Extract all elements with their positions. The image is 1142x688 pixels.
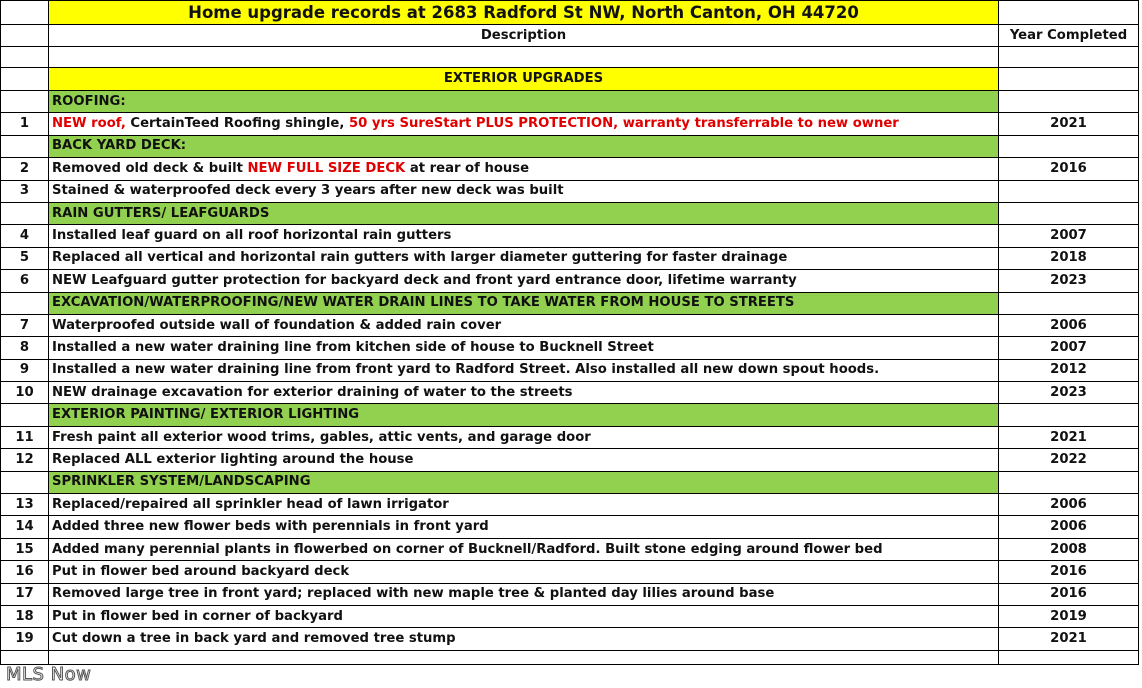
category-row	[1, 471, 1139, 493]
row-year: 2007	[999, 337, 1139, 359]
category-label: BACK YARD DECK:	[49, 135, 999, 157]
row-year: 2021	[999, 113, 1139, 135]
title-num-cell	[1, 1, 49, 25]
row-number: 14	[1, 516, 49, 538]
row-number: 16	[1, 561, 49, 583]
table-row	[1, 561, 1139, 583]
category-year-cell	[999, 91, 1139, 113]
row-year: 2006	[999, 494, 1139, 516]
table-row	[1, 538, 1139, 560]
table-row	[1, 605, 1139, 627]
row-description	[49, 382, 999, 404]
row-year: 2021	[999, 426, 1139, 448]
row-year: 2022	[999, 449, 1139, 471]
category-row	[1, 292, 1139, 314]
category-num-cell	[1, 202, 49, 224]
description-text: Put in flower bed around backyard deck	[52, 563, 350, 579]
row-number: 7	[1, 314, 49, 336]
row-year: 2016	[999, 583, 1139, 605]
row-description	[49, 314, 999, 336]
row-description	[49, 605, 999, 627]
row-year: 2012	[999, 359, 1139, 381]
row-number: 10	[1, 382, 49, 404]
trailing-cell	[49, 650, 999, 664]
row-description	[49, 337, 999, 359]
row-description	[49, 113, 999, 135]
description-header: Description	[49, 25, 999, 47]
table-row	[1, 382, 1139, 404]
row-year	[999, 180, 1139, 202]
spacer-cell	[49, 47, 999, 68]
category-row	[1, 91, 1139, 113]
description-text: Removed old deck & built	[52, 160, 248, 176]
year-header: Year Completed	[999, 25, 1139, 47]
category-label: SPRINKLER SYSTEM/LANDSCAPING	[49, 471, 999, 493]
row-description	[49, 359, 999, 381]
header-num-cell	[1, 25, 49, 47]
row-description	[49, 158, 999, 180]
section-title: EXTERIOR UPGRADES	[49, 68, 999, 91]
table-row	[1, 314, 1139, 336]
category-row	[1, 135, 1139, 157]
row-description	[49, 180, 999, 202]
category-year-cell	[999, 471, 1139, 493]
trailing-cell	[1, 650, 49, 664]
row-year: 2023	[999, 382, 1139, 404]
row-number: 2	[1, 158, 49, 180]
description-text: Replaced all vertical and horizontal rain gutters with larger diameter guttering for faster drainage	[52, 250, 788, 266]
category-label: RAIN GUTTERS/ LEAFGUARDS	[49, 202, 999, 224]
row-number: 6	[1, 270, 49, 292]
row-number: 4	[1, 225, 49, 247]
row-description	[49, 494, 999, 516]
table-row	[1, 337, 1139, 359]
table-row	[1, 270, 1139, 292]
spacer-cell	[1, 47, 49, 68]
row-description	[49, 538, 999, 560]
trailing-row	[1, 650, 1139, 664]
table-row	[1, 113, 1139, 135]
section-year-cell	[999, 68, 1139, 91]
row-year: 2021	[999, 628, 1139, 650]
section-row	[1, 68, 1139, 91]
description-text: at rear of house	[405, 160, 530, 176]
row-year: 2018	[999, 247, 1139, 269]
row-year: 2023	[999, 270, 1139, 292]
category-label: ROOFING:	[49, 91, 999, 113]
row-description	[49, 270, 999, 292]
row-number: 12	[1, 449, 49, 471]
table-row	[1, 583, 1139, 605]
description-text: NEW drainage excavation for exterior draining of water to the streets	[52, 384, 573, 400]
highlight-text: NEW roof,	[52, 116, 126, 132]
table-row	[1, 516, 1139, 538]
category-label: EXCAVATION/WATERPROOFING/NEW WATER DRAIN LINES TO TAKE WATER FROM HOUSE TO STREETS	[49, 292, 999, 314]
description-text: Fresh paint all exterior wood trims, gables, attic vents, and garage door	[52, 429, 591, 445]
section-num-cell	[1, 68, 49, 91]
mls-watermark: MLS Now	[6, 664, 92, 685]
highlight-text: NEW FULL SIZE DECK	[247, 160, 406, 176]
header-row	[1, 25, 1139, 47]
title-year-cell	[999, 1, 1139, 25]
row-number: 5	[1, 247, 49, 269]
spacer-row	[1, 47, 1139, 68]
table-row	[1, 225, 1139, 247]
row-description	[49, 426, 999, 448]
row-description	[49, 628, 999, 650]
row-description	[49, 225, 999, 247]
description-text: Installed leaf guard on all roof horizontal rain gutters	[52, 228, 452, 244]
category-num-cell	[1, 91, 49, 113]
description-text: Waterproofed outside wall of foundation & added rain cover	[52, 317, 502, 333]
row-year: 2016	[999, 561, 1139, 583]
table-row	[1, 494, 1139, 516]
row-number: 13	[1, 494, 49, 516]
row-year: 2006	[999, 314, 1139, 336]
description-text: Replaced ALL exterior lighting around the house	[52, 451, 414, 467]
category-year-cell	[999, 202, 1139, 224]
description-text: Removed large tree in front yard; replaced with new maple tree & planted day lilies around base	[52, 586, 775, 602]
row-year: 2008	[999, 538, 1139, 560]
description-text: Installed a new water draining line from front yard to Radford Street. Also installed all new down spout hoods.	[52, 362, 880, 378]
row-year: 2016	[999, 158, 1139, 180]
row-number: 1	[1, 113, 49, 135]
category-row	[1, 404, 1139, 426]
row-year: 2019	[999, 605, 1139, 627]
table-row	[1, 180, 1139, 202]
row-number: 18	[1, 605, 49, 627]
description-text: Cut down a tree in back yard and removed tree stump	[52, 631, 456, 647]
description-text: Added many perennial plants in flowerbed on corner of Bucknell/Radford. Built stone edging around flower bed	[52, 541, 883, 557]
category-year-cell	[999, 404, 1139, 426]
row-number: 11	[1, 426, 49, 448]
row-description	[49, 561, 999, 583]
table-row	[1, 426, 1139, 448]
row-number: 9	[1, 359, 49, 381]
description-text: NEW Leafguard gutter protection for backyard deck and front yard entrance door, lifetime warranty	[52, 272, 797, 288]
row-number: 15	[1, 538, 49, 560]
row-year: 2007	[999, 225, 1139, 247]
description-text: Installed a new water draining line from kitchen side of house to Bucknell Street	[52, 339, 654, 355]
row-description	[49, 583, 999, 605]
highlight-text: 50 yrs SureStart PLUS PROTECTION, warranty transferrable to new owner	[348, 116, 899, 132]
row-description	[49, 247, 999, 269]
table-row	[1, 359, 1139, 381]
title-row	[1, 1, 1139, 25]
row-year: 2006	[999, 516, 1139, 538]
table-row	[1, 158, 1139, 180]
category-year-cell	[999, 135, 1139, 157]
category-row	[1, 202, 1139, 224]
table-row	[1, 628, 1139, 650]
category-year-cell	[999, 292, 1139, 314]
row-number: 8	[1, 337, 49, 359]
description-text: Put in flower bed in corner of backyard	[52, 608, 343, 624]
category-label: EXTERIOR PAINTING/ EXTERIOR LIGHTING	[49, 404, 999, 426]
page-title: Home upgrade records at 2683 Radford St NW, North Canton, OH 44720	[49, 1, 999, 25]
row-number: 3	[1, 180, 49, 202]
row-description	[49, 449, 999, 471]
trailing-cell	[999, 650, 1139, 664]
category-num-cell	[1, 471, 49, 493]
category-num-cell	[1, 292, 49, 314]
table-row	[1, 247, 1139, 269]
table-row	[1, 449, 1139, 471]
description-text: Stained & waterproofed deck every 3 years after new deck was built	[52, 183, 564, 199]
row-number: 19	[1, 628, 49, 650]
row-description	[49, 516, 999, 538]
description-text: CertainTeed Roofing shingle,	[125, 116, 349, 132]
category-num-cell	[1, 404, 49, 426]
category-num-cell	[1, 135, 49, 157]
spacer-cell	[999, 47, 1139, 68]
description-text: Added three new flower beds with perennials in front yard	[52, 519, 489, 535]
row-number: 17	[1, 583, 49, 605]
description-text: Replaced/repaired all sprinkler head of lawn irrigator	[52, 496, 449, 512]
